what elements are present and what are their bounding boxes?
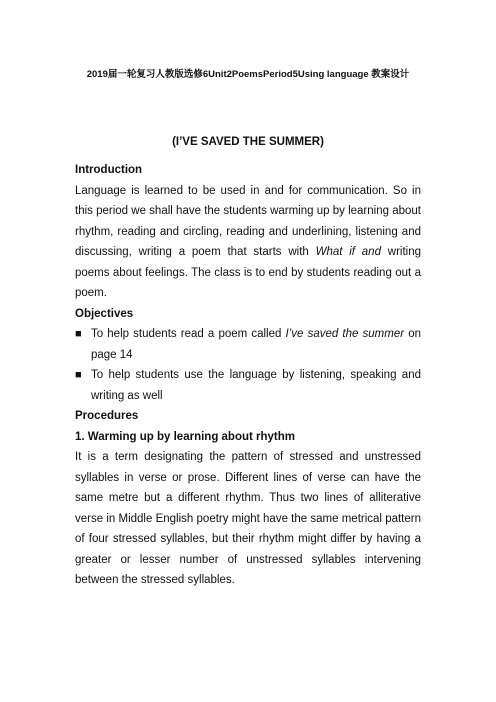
step1-paragraph: It is a term designating the pattern of stressed and unstressed syllables in verse or prose. Different lines of verse can have the same metre but a different rhythm. Thus two lines of alliterative verse in Middle English poetry might have the same metrical pattern of four stressed syllables, but their rhythm might differ by having a greater or lesser number of unstressed syllables intervening between the stressed syllables. <box>75 451 421 586</box>
square-bullet-icon: ■ <box>75 369 82 381</box>
objective-item-1-part1: To help students read a poem called <box>91 328 286 340</box>
document-subtitle: (I’VE SAVED THE SUMMER) <box>172 136 324 148</box>
introduction-text-part2: writing poems about feelings. The class is to end by students reading out a poem. <box>75 246 421 299</box>
introduction-text-part1: Language is learned to be used in and for communication. So in this period we shall have the students warming up by learning about rhythm, reading and circling, reading and underlining, listening and discussing, writing a poem that starts with <box>75 184 421 258</box>
objective-item-1-part2: on page 14 <box>91 328 421 361</box>
document-body <box>75 160 421 591</box>
objective-item-1 <box>75 324 421 365</box>
introduction-heading: Introduction <box>75 164 143 176</box>
objective-item-2-text: To help students use the language by listening, speaking and writing as well <box>91 369 421 402</box>
introduction-italic: What if and <box>315 246 388 258</box>
square-bullet-icon: ■ <box>75 328 82 340</box>
document-title: 2019届一轮复习人教版选修6Unit2PoemsPeriod5Using language 教案设计 <box>86 69 410 80</box>
objective-item-1-text <box>91 324 421 365</box>
objective-item-1-italic: I’ve saved the summer <box>285 328 405 340</box>
procedures-heading: Procedures <box>75 410 139 422</box>
objectives-heading: Objectives <box>75 307 134 320</box>
step1-heading: 1. Warming up by learning about rhythm <box>75 430 296 443</box>
objective-item-2 <box>75 365 421 406</box>
introduction-paragraph <box>75 181 421 304</box>
